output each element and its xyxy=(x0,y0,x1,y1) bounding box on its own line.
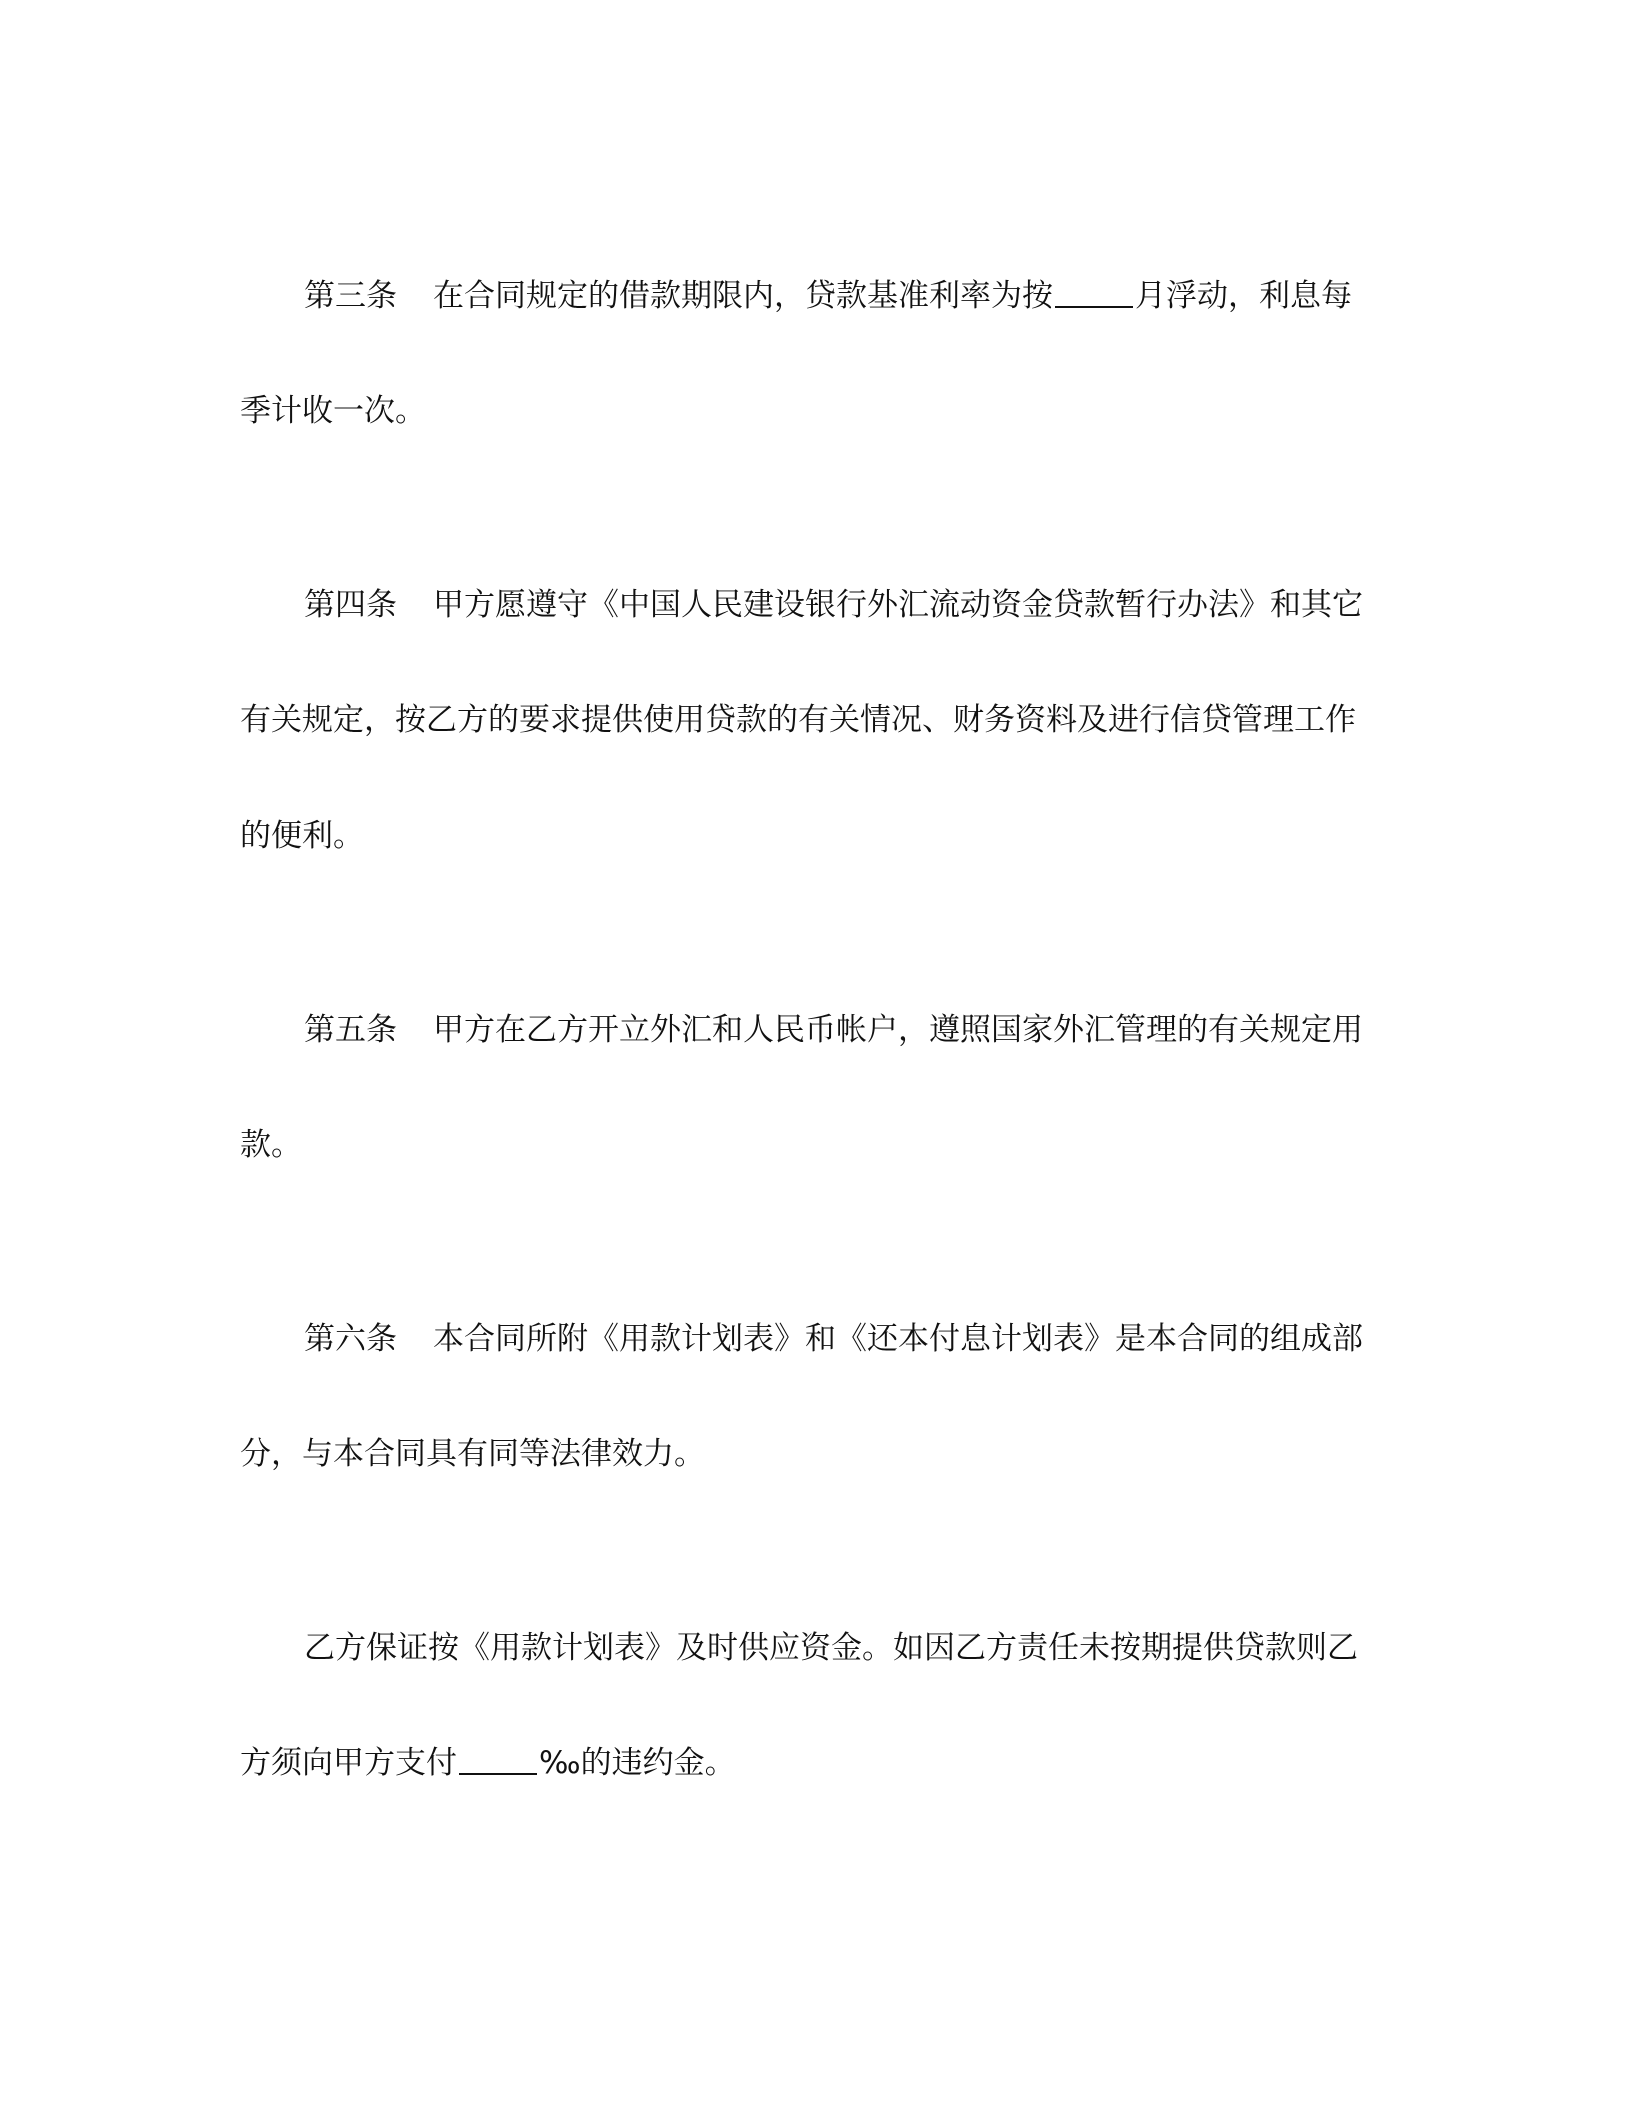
article-5-line-2: 款。 xyxy=(240,1127,302,1163)
article-6-label: 第六条 xyxy=(304,1321,397,1357)
article-6-text: 本合同所附《用款计划表》和《还本付息计划表》是本合同的组成部 xyxy=(433,1321,1363,1357)
article-4-line-3: 的便利。 xyxy=(240,818,364,854)
article-3-text-a: 在合同规定的借款期限内，贷款基准利率为按 xyxy=(433,278,1053,314)
article-3-line-2: 季计收一次。 xyxy=(240,393,426,429)
article-3-line-1 xyxy=(304,276,1464,316)
article-3-text-b: 月浮动，利息每 xyxy=(1135,278,1352,314)
article-6-line-2: 分，与本合同具有同等法律效力。 xyxy=(240,1436,705,1472)
extra-paragraph-line-1: 乙方保证按《用款计划表》及时供应资金。如因乙方责任未按期提供贷款则乙 xyxy=(304,1630,1358,1666)
article-5-line-1 xyxy=(304,1010,1464,1050)
extra-paragraph-text-b: ‰的违约金。 xyxy=(539,1745,736,1781)
article-4-line-2: 有关规定，按乙方的要求提供使用贷款的有关情况、财务资料及进行信贷管理工作 xyxy=(240,702,1356,738)
article-3-label: 第三条 xyxy=(304,278,397,314)
article-5-label: 第五条 xyxy=(304,1012,397,1048)
article-4-text: 甲方愿遵守《中国人民建设银行外汇流动资金贷款暂行办法》和其它 xyxy=(433,587,1363,623)
extra-paragraph-line-2 xyxy=(240,1743,1400,1783)
article-4-label: 第四条 xyxy=(304,587,397,623)
blank-field xyxy=(1055,276,1133,308)
blank-field xyxy=(459,1743,537,1775)
article-5-text: 甲方在乙方开立外汇和人民币帐户，遵照国家外汇管理的有关规定用 xyxy=(433,1012,1363,1048)
article-4-line-1 xyxy=(304,585,1464,625)
article-6-line-1 xyxy=(304,1319,1464,1359)
extra-paragraph-text-a: 方须向甲方支付 xyxy=(240,1745,457,1781)
